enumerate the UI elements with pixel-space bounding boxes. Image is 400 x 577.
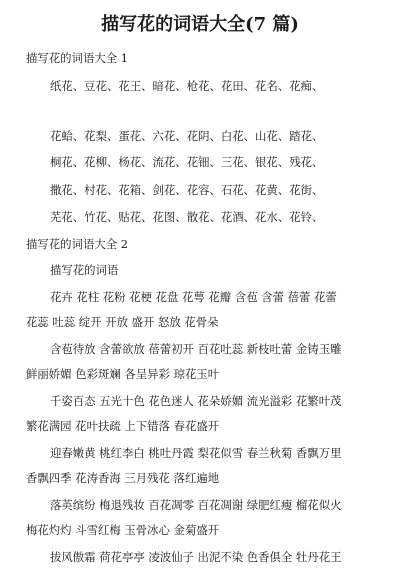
word-line: 花蛤、花梨、蛋花、六花、花阴、白花、山花、踏花、 xyxy=(50,129,324,143)
word-line: 香飘四季 花涛香海 三月残花 落红遍地 xyxy=(26,471,220,485)
word-line: 花蕊 吐蕊 绽开 开放 盛开 怒放 花骨朵 xyxy=(26,315,219,329)
word-line: 梅花灼灼 斗雪红梅 玉骨冰心 金菊盛开 xyxy=(26,523,220,537)
word-line: 繁花满园 花叶扶疏 上下错落 春花盛开 xyxy=(26,419,220,433)
word-line: 拔风傲霜 荷花亭亭 凌波仙子 出泥不染 色香俱全 牡丹花王 xyxy=(50,550,342,564)
word-line: 含苞待放 含蕾欲放 蓓蕾初开 百花吐蕊 新枝吐蕾 金铸玉雕 xyxy=(50,342,342,356)
section-subheading: 描写花的词语 xyxy=(50,263,119,277)
word-line: 千姿百态 五光十色 花色迷人 花朵娇媚 流光溢彩 花繁叶茂 xyxy=(50,394,342,408)
word-line: 花卉 花柱 花粉 花梗 花盘 花萼 花瓣 含苞 含蕾 蓓蕾 花蕾 xyxy=(50,290,337,304)
word-line: 迎春嫩黄 桃红李白 桃吐丹霞 梨花似雪 春兰秋菊 香飘万里 xyxy=(50,446,342,460)
word-line: 撒花、村花、花箱、剑花、花容、石花、花黄、花街、 xyxy=(50,183,324,197)
document-title: 描写花的词语大全(7 篇) xyxy=(101,14,299,35)
section-heading: 描写花的词语大全 2 xyxy=(26,237,128,251)
word-line: 落英缤纷 梅退残妆 百花凋零 百花凋谢 绿肥红瘦 榴花似火 xyxy=(50,498,342,512)
word-line: 鲜丽娇媚 色彩斑斓 各呈异彩 琼花玉叶 xyxy=(26,367,220,381)
word-line: 芜花、竹花、贴花、花图、散花、花酒、花水、花铃、 xyxy=(50,210,324,224)
word-line: 桐花、花柳、杨花、流花、花钿、三花、银花、残花、 xyxy=(50,155,324,169)
word-line: 纸花、豆花、花王、暗花、枪花、花田、花名、花痴、 xyxy=(50,79,324,93)
section-heading: 描写花的词语大全 1 xyxy=(26,51,128,65)
